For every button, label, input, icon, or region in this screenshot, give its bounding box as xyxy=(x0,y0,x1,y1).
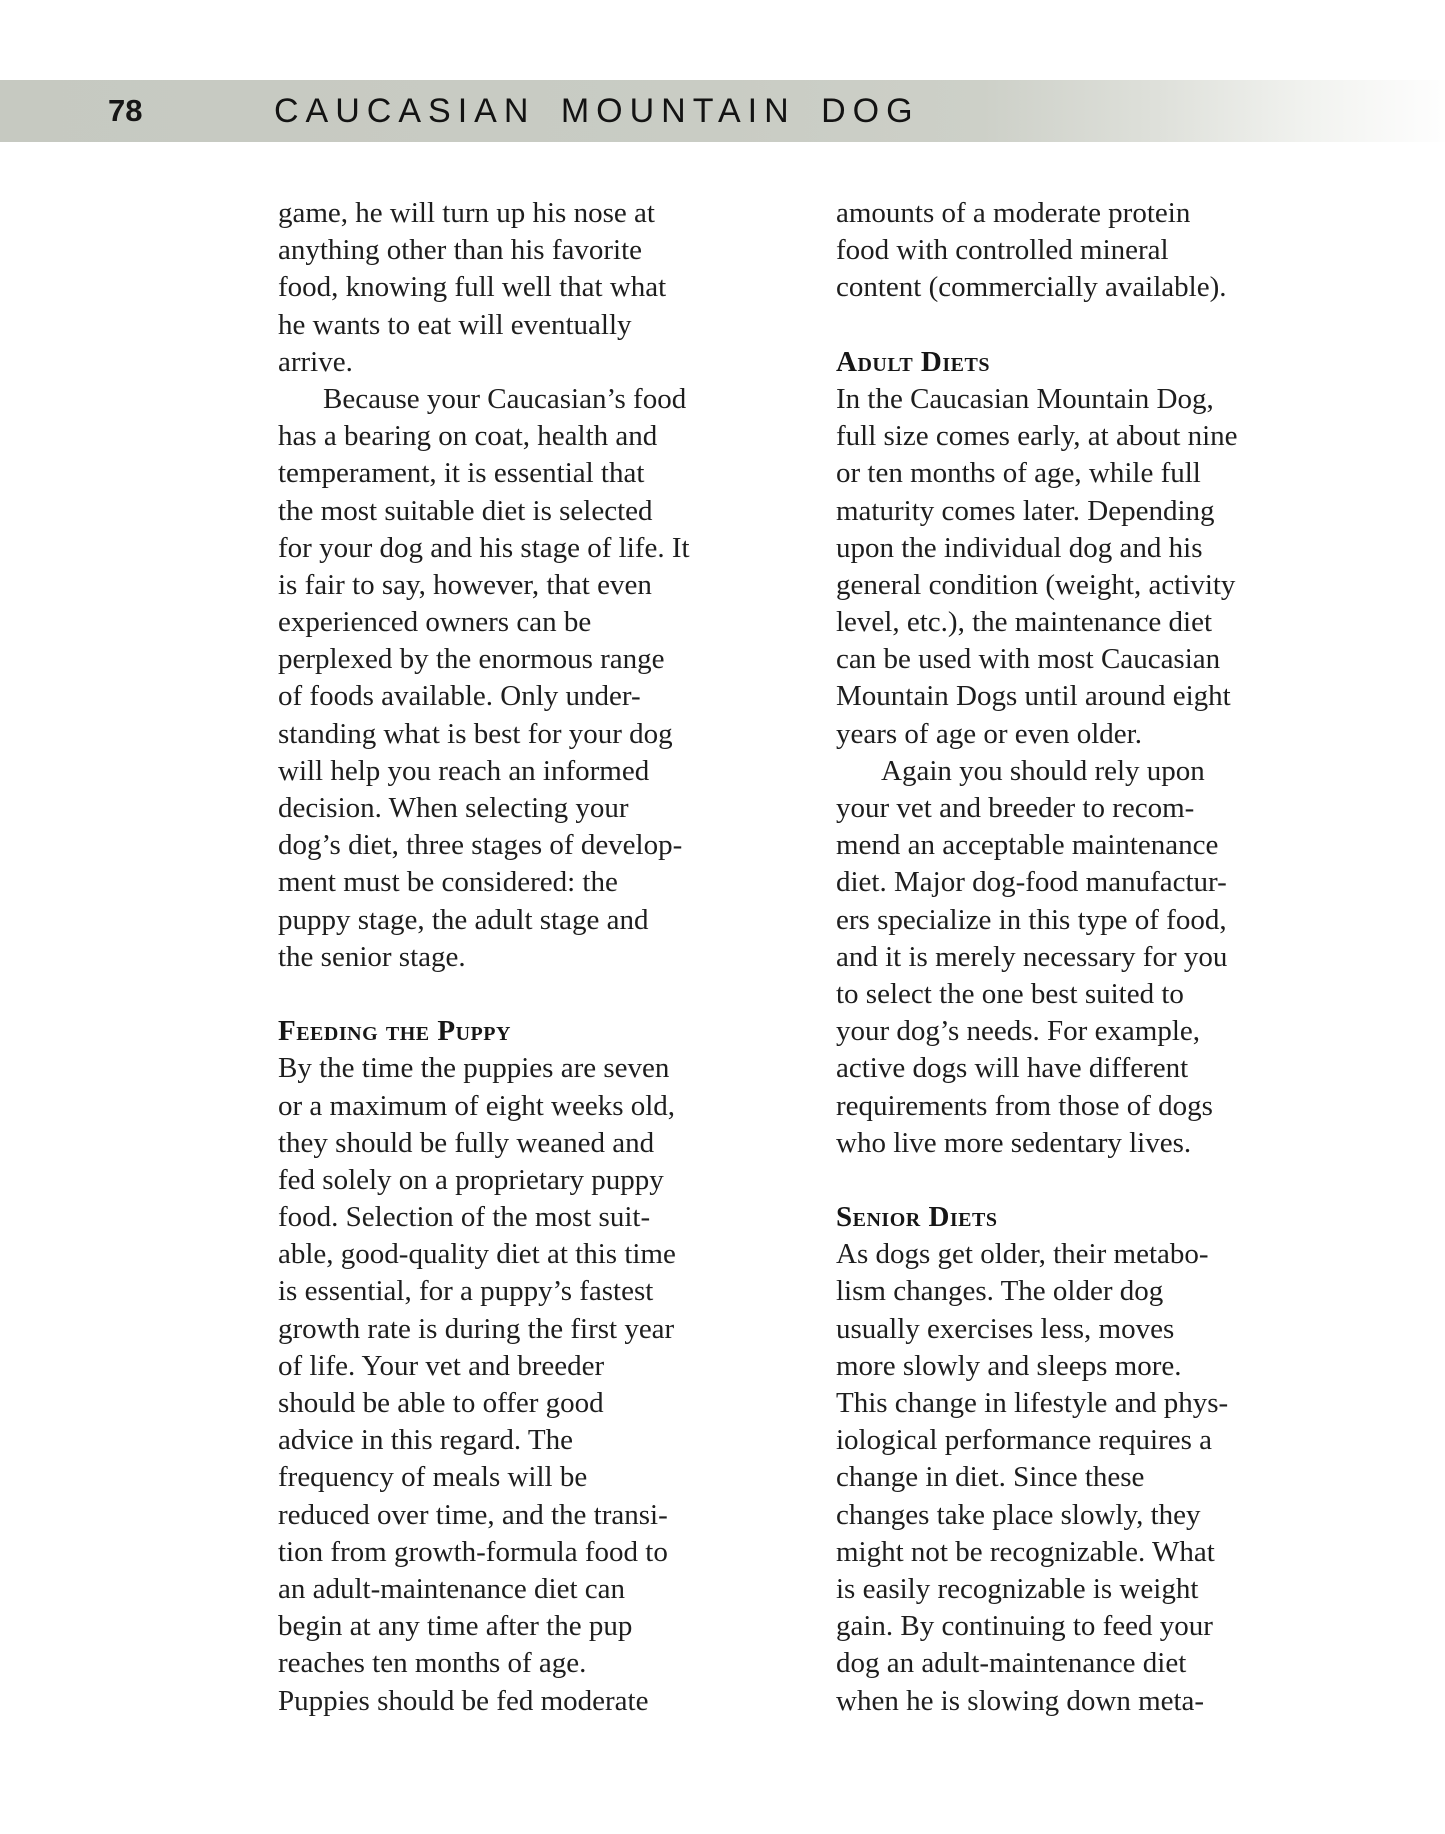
text-line: content (commercially available). xyxy=(836,271,1227,304)
text-line: Puppies should be fed moderate xyxy=(278,1684,649,1717)
text-line: active dogs will have different xyxy=(836,1052,1189,1085)
text-line: iological performance requires a xyxy=(836,1424,1213,1457)
text-line: an adult-maintenance diet can xyxy=(278,1572,626,1605)
text-line: your dog’s needs. For example, xyxy=(836,1015,1201,1048)
text-line: decision. When selecting your xyxy=(278,792,629,824)
text-line: should be able to offer good xyxy=(278,1387,604,1419)
text-line: tion from growth-formula food to xyxy=(278,1535,668,1568)
page-number: 78 xyxy=(108,93,143,128)
text-line: is fair to say, however, that even xyxy=(278,568,652,601)
text-line: perplexed by the enormous range xyxy=(278,643,665,676)
text-line: arrive. xyxy=(278,345,353,378)
text-line: begin at any time after the pup xyxy=(278,1610,633,1643)
text-line: frequency of meals will be xyxy=(278,1461,588,1494)
text-line: fed solely on a proprietary puppy xyxy=(278,1163,664,1196)
text-line: In the Caucasian Mountain Dog, xyxy=(836,382,1214,415)
text-line: able, good-quality diet at this time xyxy=(278,1238,676,1271)
text-line: or ten months of age, while full xyxy=(836,457,1201,490)
text-line: maturity comes later. Depending xyxy=(836,494,1215,527)
text-line: food with controlled mineral xyxy=(836,234,1169,267)
text-line: for your dog and his stage of life. It xyxy=(278,531,690,564)
section-heading: Adult Diets xyxy=(836,345,990,378)
text-line: general condition (weight, activity xyxy=(836,568,1236,601)
text-line: requirements from those of dogs xyxy=(836,1089,1213,1122)
text-line: years of age or even older. xyxy=(836,717,1142,750)
text-line: dog an adult-maintenance diet xyxy=(836,1647,1187,1680)
text-line: might not be recognizable. What xyxy=(836,1535,1215,1568)
text-line: gain. By continuing to feed your xyxy=(836,1610,1213,1643)
text-line: This change in lifestyle and phys- xyxy=(836,1387,1229,1419)
text-line: the most suitable diet is selected xyxy=(278,494,653,527)
text-line: level, etc.), the maintenance diet xyxy=(836,606,1213,639)
text-line: reduced over time, and the transi- xyxy=(278,1498,668,1531)
section-heading: Senior Diets xyxy=(836,1201,998,1234)
text-line: change in diet. Since these xyxy=(836,1461,1145,1494)
text-line: diet. Major dog-food manufactur- xyxy=(836,866,1227,899)
text-line: who live more sedentary lives. xyxy=(836,1126,1192,1159)
text-column-right xyxy=(836,195,1351,1720)
text-line: of life. Your vet and breeder xyxy=(278,1349,605,1382)
text-line: Because your Caucasian’s food xyxy=(323,382,687,415)
text-line: they should be fully weaned and xyxy=(278,1126,655,1159)
text-line: Again you should rely upon xyxy=(881,754,1205,787)
text-line: usually exercises less, moves xyxy=(836,1312,1175,1345)
text-line: is easily recognizable is weight xyxy=(836,1572,1199,1605)
text-line: the senior stage. xyxy=(278,940,466,973)
text-line: food. Selection of the most suit- xyxy=(278,1201,651,1234)
text-line: ment must be considered: the xyxy=(278,866,618,899)
text-line: game, he will turn up his nose at xyxy=(278,197,655,229)
text-line: ers specialize in this type of food, xyxy=(836,903,1227,936)
text-line: will help you reach an informed xyxy=(278,754,650,787)
text-line: By the time the puppies are seven xyxy=(278,1052,670,1085)
text-line: lism changes. The older dog xyxy=(836,1275,1164,1308)
text-line: changes take place slowly, they xyxy=(836,1498,1201,1531)
text-line: when he is slowing down meta- xyxy=(836,1684,1205,1717)
text-line: standing what is best for your dog xyxy=(278,717,673,750)
text-line: can be used with most Caucasian xyxy=(836,643,1221,676)
text-line: Mountain Dogs until around eight xyxy=(836,680,1231,713)
text-line: and it is merely necessary for you xyxy=(836,940,1228,973)
text-line: anything other than his favorite xyxy=(278,234,643,267)
text-line: experienced owners can be xyxy=(278,606,592,639)
text-line: to select the one best suited to xyxy=(836,977,1184,1010)
text-line: dog’s diet, three stages of develop- xyxy=(278,829,683,862)
text-line: has a bearing on coat, health and xyxy=(278,420,658,453)
text-line: more slowly and sleeps more. xyxy=(836,1349,1182,1382)
text-line: or a maximum of eight weeks old, xyxy=(278,1089,676,1122)
text-line: upon the individual dog and his xyxy=(836,531,1203,564)
text-line: amounts of a moderate protein xyxy=(836,197,1191,229)
text-line: full size comes early, at about nine xyxy=(836,420,1238,453)
text-column-left xyxy=(278,195,793,1720)
text-line: is essential, for a puppy’s fastest xyxy=(278,1275,654,1308)
text-line: growth rate is during the first year xyxy=(278,1312,675,1345)
text-line: your vet and breeder to recom- xyxy=(836,792,1195,824)
text-line: advice in this regard. The xyxy=(278,1424,573,1457)
text-line: food, knowing full well that what xyxy=(278,271,667,304)
text-line: As dogs get older, their metabo- xyxy=(836,1238,1209,1271)
text-line: puppy stage, the adult stage and xyxy=(278,903,649,936)
text-line: of foods available. Only under- xyxy=(278,680,641,713)
text-line: reaches ten months of age. xyxy=(278,1647,587,1680)
section-heading: Feeding the Puppy xyxy=(278,1015,511,1048)
text-line: mend an acceptable maintenance xyxy=(836,829,1219,862)
text-line: temperament, it is essential that xyxy=(278,457,645,490)
text-line: he wants to eat will eventually xyxy=(278,308,632,341)
chapter-title: CAUCASIAN MOUNTAIN DOG xyxy=(274,91,920,130)
